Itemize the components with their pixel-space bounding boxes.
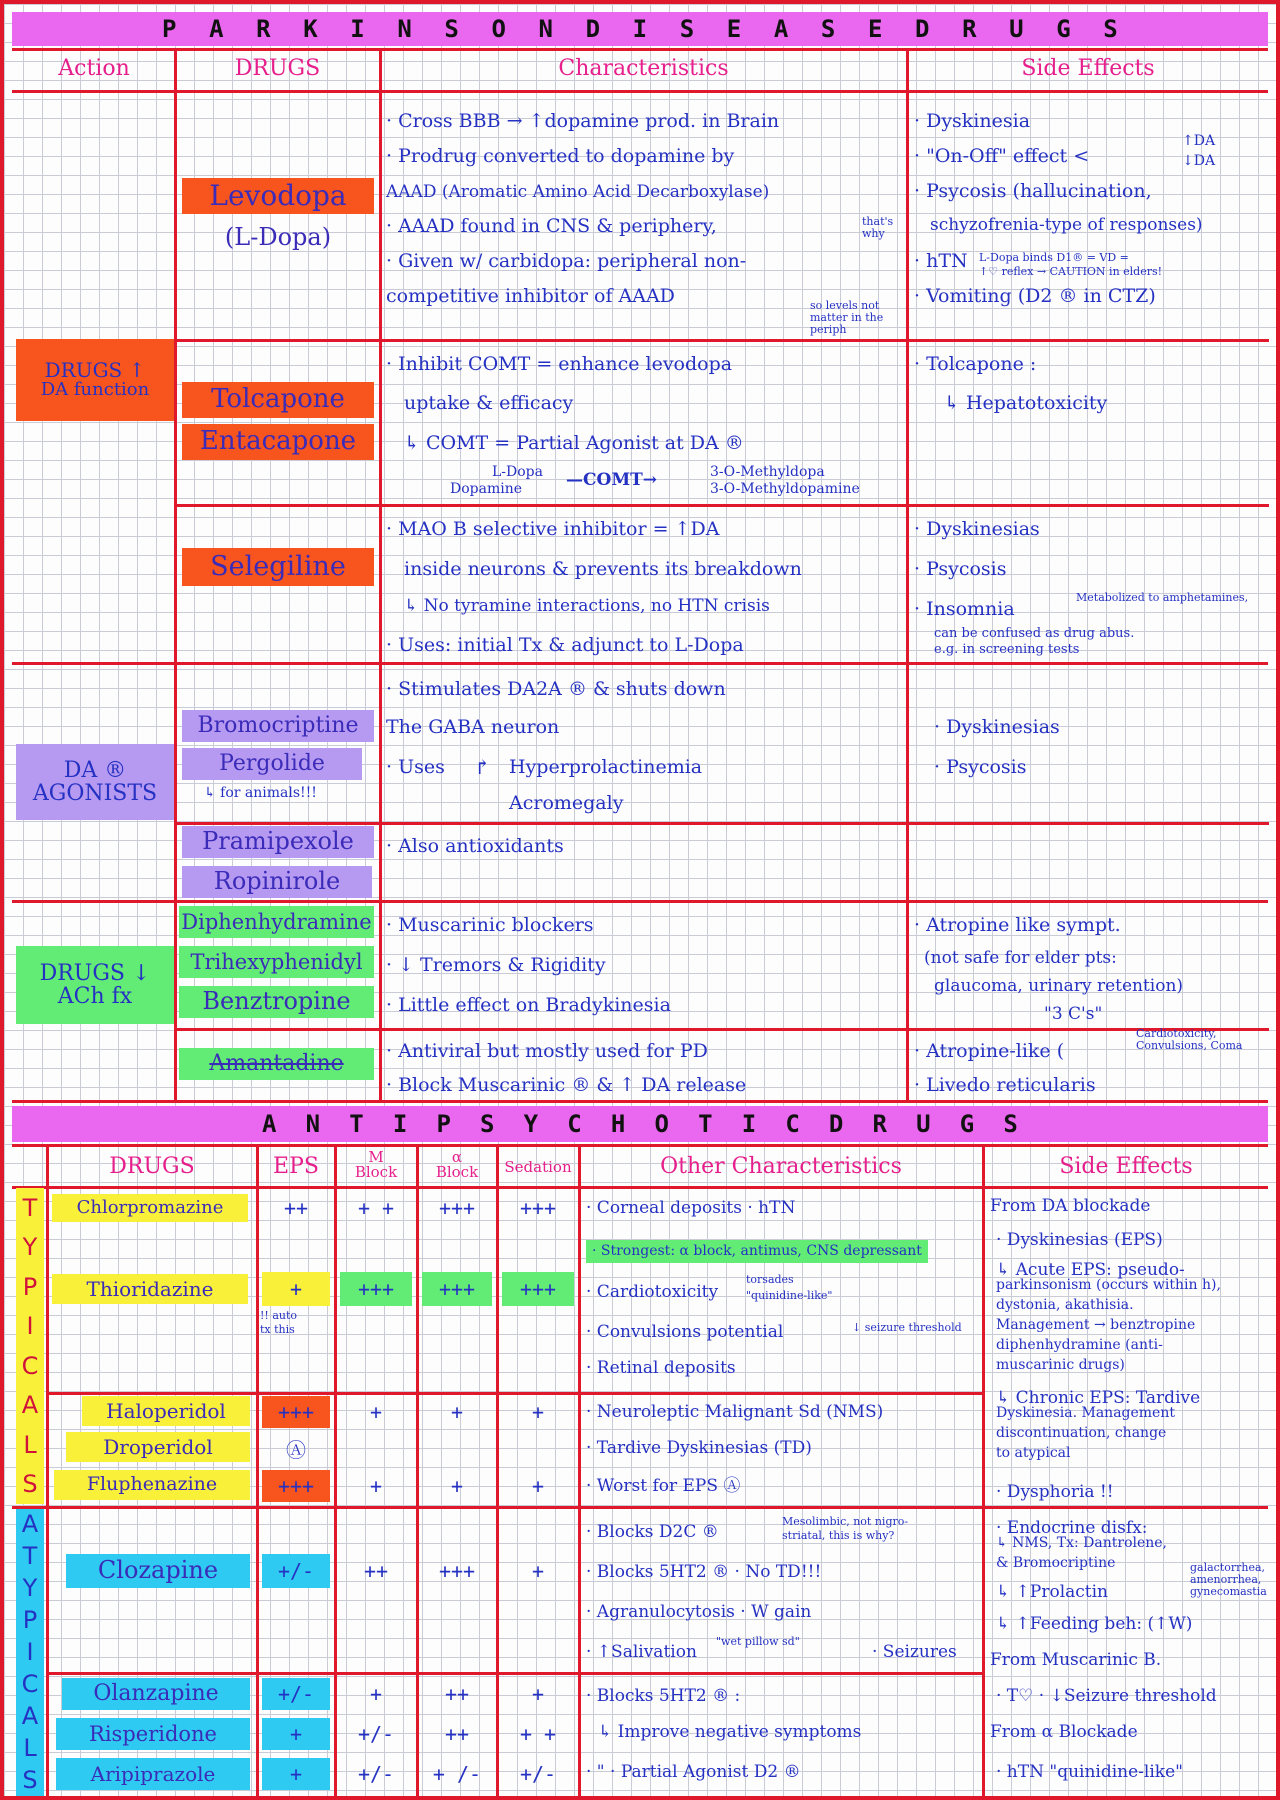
other-line: · Corneal deposits · hTN	[586, 1198, 796, 1218]
title-letter: N	[538, 15, 553, 43]
action-drugs-down-ach	[16, 946, 174, 1024]
other-line: · Worst for EPS Ⓐ	[586, 1476, 741, 1496]
side-line: dystonia, akathisia.	[996, 1297, 1134, 1313]
grade-alpha-block: + /-	[432, 1762, 482, 1786]
side-line: · Tolcapone :	[914, 353, 1037, 375]
char-line: The GABA neuron	[386, 716, 560, 738]
other-line: · Tardive Dyskinesias (TD)	[586, 1438, 812, 1458]
rule	[12, 1144, 1268, 1147]
side-line: · Dyskinesias	[914, 518, 1040, 540]
title-letter: I	[26, 1312, 34, 1341]
char-arrow: ↱	[474, 755, 491, 779]
title-letter: S	[444, 15, 459, 43]
side-line: From α Blockade	[990, 1722, 1138, 1742]
grade-sedation: +	[531, 1559, 545, 1583]
side-line: From DA blockade	[990, 1196, 1151, 1216]
title-letter: U	[916, 1110, 931, 1138]
char-line: ↳ COMT = Partial Agonist at DA ®	[404, 432, 744, 454]
rule	[256, 1144, 259, 1796]
typicals-label	[16, 1188, 44, 1504]
title-letter: R	[962, 15, 977, 43]
side-line: From Muscarinic B.	[990, 1650, 1162, 1670]
title-letter: S	[1103, 15, 1118, 43]
char-line: · Stimulates DA2A ® & shuts down	[386, 678, 726, 700]
ap-header-drugs: DRUGS	[109, 1154, 195, 1179]
grade-eps: +	[262, 1718, 330, 1750]
side-note: e.g. in screening tests	[934, 642, 1080, 657]
side-line: · Dyskinesias (EPS)	[996, 1230, 1163, 1250]
title-letter: C	[785, 1110, 800, 1138]
drug-entacapone: Entacapone	[182, 424, 374, 460]
title-letter: Y	[22, 1574, 38, 1602]
title-letter: E	[726, 15, 742, 43]
char-line: ↳ No tyramine interactions, no HTN crisis	[404, 596, 770, 616]
char-line: · AAAD found in CNS & periphery,	[386, 215, 717, 237]
header-characteristics: Characteristics	[558, 56, 729, 81]
title-letter: I	[350, 15, 365, 43]
side-line: Management → benztropine	[996, 1317, 1196, 1333]
eps-note: !! auto	[260, 1309, 298, 1322]
grade-m-block: +	[369, 1682, 383, 1706]
title-letter: Y	[523, 1110, 539, 1138]
header-text: α	[451, 1148, 463, 1166]
drug-haloperidol: Haloperidol	[82, 1396, 250, 1426]
side-line: ↳ Acute EPS: pseudo-	[996, 1260, 1185, 1280]
side-line: ↳ Hepatotoxicity	[944, 392, 1108, 414]
grade-alpha-block: +++	[422, 1272, 492, 1306]
title-letter: A	[773, 15, 789, 43]
title-letter: T	[22, 1193, 38, 1222]
side-line: · Atropine like sympt.	[914, 914, 1121, 936]
other-line: · Convulsions potential	[586, 1322, 784, 1342]
drug-risperidone: Risperidone	[56, 1718, 250, 1750]
char-line: · Uses	[386, 756, 445, 778]
side-line: ↳ NMS, Tx: Dantrolene,	[996, 1535, 1168, 1551]
title-letter: P	[162, 15, 177, 43]
grade-sedation: +	[531, 1682, 545, 1706]
grade-m-block: +	[369, 1474, 383, 1498]
reaction-label: 3-O-Methyldopa	[710, 464, 825, 480]
side-line: · Atropine-like (	[914, 1040, 1065, 1062]
side-line: · Insomnia	[914, 598, 1015, 620]
action-drugs-up-da	[16, 339, 174, 421]
char-line: Hyperprolactinemia	[509, 756, 703, 778]
reaction-label: Dopamine	[450, 481, 523, 497]
header-text: Block	[435, 1163, 479, 1181]
drug-levodopa: Levodopa	[182, 178, 374, 214]
side-line: parkinsonism (occurs within h),	[996, 1277, 1221, 1293]
title-letter: N	[397, 15, 412, 43]
other-note: Mesolimbic, not nigro-	[782, 1515, 909, 1528]
drug-benztropine: Benztropine	[179, 986, 374, 1018]
other-note: ↓ seizure threshold	[852, 1321, 962, 1334]
other-line: · Blocks 5HT2 ® :	[586, 1686, 741, 1706]
title-letter: O	[491, 15, 506, 43]
side-line: · hTN "quinidine-like"	[996, 1762, 1183, 1782]
drug-trihexyphenidyl: Trihexyphenidyl	[179, 946, 374, 978]
reaction-label: L-Dopa	[492, 464, 543, 480]
atypicals-label	[16, 1508, 44, 1796]
other-line: ↳ Improve negative symptoms	[598, 1722, 862, 1742]
grade-sedation: +	[531, 1474, 545, 1498]
drug-selegiline: Selegiline	[182, 548, 374, 586]
drug-aripiprazole: Aripiprazole	[56, 1758, 250, 1790]
rule	[46, 1392, 982, 1395]
grade-alpha-block: ++	[444, 1682, 470, 1706]
grade-eps: +++	[262, 1470, 330, 1502]
side-line: · Endocrine disfx:	[996, 1518, 1148, 1538]
title-letter: I	[392, 1110, 408, 1138]
grade-eps: ++	[283, 1196, 309, 1220]
char-note: so levels not matter in the periph	[810, 299, 884, 336]
grade-m-block: +	[369, 1400, 383, 1424]
side-line: · Vomiting (D2 ® in CTZ)	[914, 285, 1156, 307]
rule	[496, 1144, 499, 1796]
char-note: that's why	[862, 215, 894, 240]
side-line: glaucoma, urinary retention)	[934, 976, 1184, 996]
title-letter: G	[1056, 15, 1071, 43]
action-label: AGONISTS	[32, 781, 158, 806]
grade-eps: +/-	[262, 1554, 330, 1588]
drug-olanzapine: Olanzapine	[62, 1678, 250, 1710]
action-label: DA function	[40, 379, 150, 401]
side-note: galactorrhea, amenorrhea, gynecomastia	[1190, 1561, 1267, 1598]
rule	[578, 1144, 581, 1796]
title-letter: T	[349, 1110, 364, 1138]
char-line: · Muscarinic blockers	[386, 914, 594, 936]
title-letter: E	[867, 15, 883, 43]
rule	[12, 1186, 1268, 1189]
char-line: · Given w/ carbidopa: peripheral non-	[386, 250, 747, 272]
char-line: · ↓ Tremors & Rigidity	[386, 954, 606, 976]
side-line: ↳ ↑Feeding beh: (↑W)	[996, 1614, 1193, 1634]
side-line: "3 C's"	[1044, 1004, 1103, 1024]
side-note: L-Dopa binds D1® = VD =	[979, 251, 1129, 264]
side-line: Dyskinesia. Management	[996, 1405, 1175, 1421]
grade-m-block: + +	[357, 1196, 395, 1220]
drug-thioridazine: Thioridazine	[52, 1274, 248, 1304]
grade-m-block: ++	[363, 1559, 389, 1583]
rule	[174, 48, 177, 1100]
reaction-arrow: —COMT→	[566, 470, 658, 490]
grade-eps: +++	[262, 1396, 330, 1428]
char-line: AAAD (Aromatic Amino Acid Decarboxylase)	[386, 182, 770, 202]
char-line: · Also antioxidants	[386, 835, 564, 857]
title-letter: D	[828, 1110, 844, 1138]
char-line: · Uses: initial Tx & adjunct to L-Dopa	[386, 634, 744, 656]
grade-alpha-block: +++	[438, 1196, 476, 1220]
char-line: · Antiviral but mostly used for PD	[386, 1040, 708, 1062]
action-label: ACh fx	[57, 984, 133, 1009]
grade-eps: +	[262, 1272, 330, 1306]
drug-pramipexole: Pramipexole	[182, 826, 374, 858]
other-line: · Retinal deposits	[586, 1358, 736, 1378]
char-line: · Inhibit COMT = enhance levodopa	[386, 353, 733, 375]
header-action: Action	[58, 56, 130, 81]
other-note: "quinidine-like"	[746, 1289, 833, 1302]
title-letter: I	[26, 1638, 34, 1666]
grade-m-block: +/-	[357, 1722, 395, 1746]
title-letter: R	[872, 1110, 887, 1138]
drug-droperidol: Droperidol	[66, 1432, 250, 1462]
char-line: · Prodrug converted to dopamine by	[386, 145, 735, 167]
other-line: · Neuroleptic Malignant Sd (NMS)	[586, 1402, 884, 1422]
drug-chlorpromazine: Chlorpromazine	[52, 1194, 248, 1222]
side-line: · Psycosis	[914, 558, 1007, 580]
rule	[416, 1144, 419, 1796]
title-letter: R	[256, 15, 271, 43]
title-letter: N	[305, 1110, 321, 1138]
drug-bromocriptine: Bromocriptine	[182, 710, 374, 742]
side-line: discontinuation, change	[996, 1425, 1167, 1441]
title-letter: T	[22, 1542, 38, 1570]
action-label: DRUGS ↑	[44, 358, 146, 383]
rule	[46, 1672, 982, 1675]
side-line: ↳ Chronic EPS: Tardive	[996, 1388, 1201, 1408]
other-line: · Blocks D2C ®	[586, 1522, 719, 1542]
ap-header-side: Side Effects	[1059, 1154, 1193, 1179]
header-text: Block	[354, 1163, 398, 1181]
side-note: Metabolized to amphetamines,	[1076, 591, 1249, 604]
action-da-agonists	[16, 744, 174, 820]
side-line: · Dyskinesias	[934, 716, 1060, 738]
side-line: · Dysphoria !!	[996, 1482, 1114, 1502]
grade-sedation: +/-	[519, 1762, 557, 1786]
drug-fluphenazine: Fluphenazine	[54, 1470, 250, 1500]
ap-header-other: Other Characteristics	[660, 1154, 902, 1179]
header-text: M	[368, 1148, 384, 1166]
title-letter: K	[303, 15, 318, 43]
title-letter: S	[679, 15, 695, 43]
other-line: · Blocks 5HT2 ® · No TD!!!	[586, 1562, 822, 1582]
side-note: can be confused as drug abus.	[934, 626, 1135, 641]
side-line: (not safe for elder pts:	[924, 948, 1117, 968]
char-line: uptake & efficacy	[404, 392, 574, 414]
ap-header-sedation: Sedation	[504, 1158, 572, 1176]
title-letter: O	[654, 1110, 669, 1138]
ap-header-alpha-block	[418, 1150, 496, 1180]
rule	[174, 1028, 1269, 1031]
other-line: · ↑Salivation	[586, 1642, 697, 1662]
side-line: · Livedo reticularis	[914, 1074, 1096, 1096]
rule	[174, 822, 1269, 825]
title-letter: H	[610, 1110, 626, 1138]
antipsychotic-title-banner	[12, 1106, 1268, 1142]
grade-alpha-block: +	[450, 1474, 464, 1498]
rule	[12, 900, 1268, 903]
drug-ropinirole: Ropinirole	[182, 866, 372, 898]
rule	[174, 504, 1269, 507]
side-line: · hTN	[914, 250, 968, 272]
eps-note: tx this	[260, 1323, 295, 1336]
rule	[334, 1144, 337, 1796]
drug-levodopa-alt: (L-Dopa)	[224, 223, 332, 252]
char-line: competitive inhibitor of AAAD	[386, 285, 675, 307]
title-letter: C	[21, 1351, 39, 1380]
rule	[12, 48, 1268, 51]
side-line: ↳ ↑Prolactin	[996, 1582, 1109, 1602]
title-letter: I	[632, 15, 648, 43]
ap-header-eps: EPS	[273, 1154, 319, 1179]
side-note: ↑DA	[1182, 133, 1216, 149]
title-letter: S	[1003, 1110, 1018, 1138]
title-letter: S	[22, 1470, 38, 1499]
side-line: diphenhydramine (anti-	[996, 1337, 1163, 1353]
title-letter: Y	[22, 1233, 38, 1262]
title-letter: G	[959, 1110, 975, 1138]
rule	[46, 1144, 49, 1796]
side-line: · T♡ · ↓Seizure threshold	[996, 1686, 1217, 1706]
rule	[379, 48, 382, 1100]
other-line: · Seizures	[872, 1642, 957, 1662]
side-line: · "On-Off" effect <	[914, 145, 1090, 167]
side-line: muscarinic drugs)	[996, 1357, 1125, 1373]
side-line: · Psycosis	[934, 756, 1027, 778]
title-letter: C	[567, 1110, 582, 1138]
other-note: torsades	[746, 1273, 794, 1286]
reaction-label: 3-O-Methyldopamine	[710, 481, 860, 497]
title-letter: P	[436, 1110, 451, 1138]
side-line: · Psycosis (hallucination,	[914, 180, 1152, 202]
drug-tolcapone: Tolcapone	[182, 382, 374, 418]
title-letter: S	[480, 1110, 495, 1138]
side-line: & Bromocriptine	[996, 1555, 1116, 1571]
title-letter: C	[21, 1670, 39, 1698]
rule	[906, 48, 909, 1100]
parkinson-title-banner	[12, 12, 1268, 46]
title-letter: D	[915, 15, 930, 43]
grade-alpha-block: ++	[444, 1722, 470, 1746]
title-letter: D	[585, 15, 601, 43]
char-line: Acromegaly	[509, 792, 624, 814]
other-line: · Agranulocytosis · W gain	[586, 1602, 812, 1622]
grade-sedation: +++	[519, 1196, 557, 1220]
drug-amantadine: Amantadine	[179, 1048, 374, 1080]
action-label: DRUGS ↓	[39, 960, 151, 986]
header-drugs: DRUGS	[234, 56, 321, 81]
ap-header-m-block	[336, 1150, 416, 1180]
title-letter: S	[820, 15, 836, 43]
grade-m-block: +/-	[357, 1762, 395, 1786]
grade-sedation: +	[531, 1400, 545, 1424]
rule	[12, 90, 1268, 93]
title-letter: L	[23, 1430, 37, 1459]
char-line: · Little effect on Bradykinesia	[386, 994, 671, 1016]
rule	[12, 1100, 1268, 1103]
char-line: · Cross BBB → ↑dopamine prod. in Brain	[386, 110, 780, 132]
title-letter: L	[23, 1734, 37, 1762]
header-side-effects: Side Effects	[1021, 56, 1155, 81]
drug-clozapine: Clozapine	[66, 1554, 250, 1588]
title-letter: U	[1009, 15, 1024, 43]
grade-sedation: +++	[502, 1272, 574, 1306]
grade-m-block: +++	[340, 1272, 412, 1306]
drug-pergolide: Pergolide	[182, 748, 362, 780]
side-line: schyzofrenia-type of responses)	[930, 215, 1203, 235]
title-letter: T	[698, 1110, 713, 1138]
side-note: Cardiotoxicity, Convulsions, Coma	[1136, 1027, 1243, 1052]
title-letter: I	[741, 1110, 757, 1138]
side-note: ↑♡ reflex → CAUTION in elders!	[979, 265, 1163, 278]
drug-diphenhydramine: Diphenhydramine	[179, 906, 374, 938]
title-letter: A	[262, 1110, 277, 1138]
title-letter: A	[209, 15, 224, 43]
grade-eps: Ⓐ	[286, 1437, 306, 1462]
other-note: "wet pillow sd"	[716, 1635, 800, 1648]
side-line: · Dyskinesia	[914, 110, 1031, 132]
char-line: · Block Muscarinic ® & ↑ DA release	[386, 1074, 747, 1096]
other-line: · Cardiotoxicity	[586, 1282, 719, 1302]
title-letter: P	[22, 1606, 38, 1634]
action-label: DA ®	[63, 757, 127, 783]
char-line: inside neurons & prevents its breakdown	[404, 558, 802, 580]
other-note: striatal, this is why?	[782, 1529, 895, 1542]
title-letter: A	[21, 1391, 39, 1420]
title-letter: A	[21, 1702, 39, 1730]
grade-sedation: + +	[519, 1722, 557, 1746]
grade-eps: +/-	[262, 1678, 330, 1710]
other-line: · Strongest: α block, antimus, CNS depressant	[586, 1240, 928, 1263]
side-note: ↓DA	[1182, 153, 1216, 169]
side-line: to atypical	[996, 1445, 1071, 1461]
title-letter: A	[21, 1510, 39, 1538]
grade-alpha-block: +++	[438, 1559, 476, 1583]
title-letter: S	[22, 1766, 38, 1794]
grade-alpha-block: +	[450, 1400, 464, 1424]
rule	[982, 1144, 985, 1796]
char-line: · MAO B selective inhibitor = ↑DA	[386, 518, 720, 540]
other-line: · " · Partial Agonist D2 ®	[586, 1762, 801, 1782]
drug-note: ↳ for animals!!!	[204, 785, 317, 801]
grade-eps: +	[262, 1758, 330, 1790]
title-letter: P	[22, 1272, 38, 1301]
rule	[174, 339, 1269, 342]
